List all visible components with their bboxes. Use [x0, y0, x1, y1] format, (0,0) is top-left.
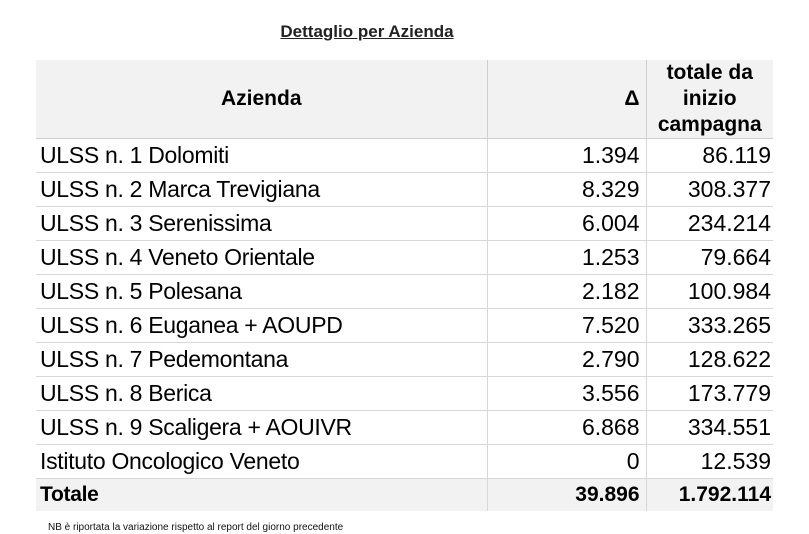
cell-azienda: ULSS n. 9 Scaligera + AOUIVR — [36, 411, 487, 445]
cell-delta: 8.329 — [487, 173, 646, 207]
cell-totale: 308.377 — [646, 173, 773, 207]
cell-delta: 1.394 — [487, 139, 646, 173]
table-row — [36, 309, 773, 343]
header-azienda: Azienda — [36, 60, 487, 139]
total-row — [36, 479, 773, 512]
cell-azienda: ULSS n. 8 Berica — [36, 377, 487, 411]
table-row — [36, 411, 773, 445]
header-totale: totale da inizio campagna — [646, 60, 773, 139]
cell-totale: 79.664 — [646, 241, 773, 275]
total-delta: 39.896 — [487, 479, 646, 512]
table-row — [36, 343, 773, 377]
page-title: Dettaglio per Azienda — [280, 22, 454, 41]
header-row — [36, 60, 773, 139]
cell-totale: 333.265 — [646, 309, 773, 343]
cell-delta: 2.182 — [487, 275, 646, 309]
table-row — [36, 173, 773, 207]
cell-totale: 173.779 — [646, 377, 773, 411]
cell-azienda: ULSS n. 2 Marca Trevigiana — [36, 173, 487, 207]
cell-delta: 6.868 — [487, 411, 646, 445]
table-row — [36, 139, 773, 173]
cell-delta: 1.253 — [487, 241, 646, 275]
cell-azienda: ULSS n. 1 Dolomiti — [36, 139, 487, 173]
cell-azienda: ULSS n. 7 Pedemontana — [36, 343, 487, 377]
cell-azienda: ULSS n. 5 Polesana — [36, 275, 487, 309]
cell-totale: 234.214 — [646, 207, 773, 241]
cell-totale: 12.539 — [646, 445, 773, 479]
cell-totale: 128.622 — [646, 343, 773, 377]
cell-azienda: ULSS n. 6 Euganea + AOUPD — [36, 309, 487, 343]
total-totale: 1.792.114 — [646, 479, 773, 512]
cell-totale: 100.984 — [646, 275, 773, 309]
cell-delta: 2.790 — [487, 343, 646, 377]
cell-totale: 86.119 — [646, 139, 773, 173]
cell-delta: 6.004 — [487, 207, 646, 241]
cell-delta: 3.556 — [487, 377, 646, 411]
table-row — [36, 207, 773, 241]
cell-delta: 0 — [487, 445, 646, 479]
table-row — [36, 241, 773, 275]
cell-totale: 334.551 — [646, 411, 773, 445]
cell-azienda: ULSS n. 3 Serenissima — [36, 207, 487, 241]
footnote: NB è riportata la variazione rispetto al report del giorno precedente — [48, 522, 344, 533]
cell-delta: 7.520 — [487, 309, 646, 343]
cell-azienda: ULSS n. 4 Veneto Orientale — [36, 241, 487, 275]
cell-azienda: Istituto Oncologico Veneto — [36, 445, 487, 479]
table-row — [36, 275, 773, 309]
table-body — [36, 139, 773, 512]
total-label: Totale — [36, 479, 487, 512]
header-delta: Δ — [487, 60, 646, 139]
table-row — [36, 445, 773, 479]
azienda-detail-table — [36, 60, 773, 511]
table-row — [36, 377, 773, 411]
table-header — [36, 60, 773, 139]
